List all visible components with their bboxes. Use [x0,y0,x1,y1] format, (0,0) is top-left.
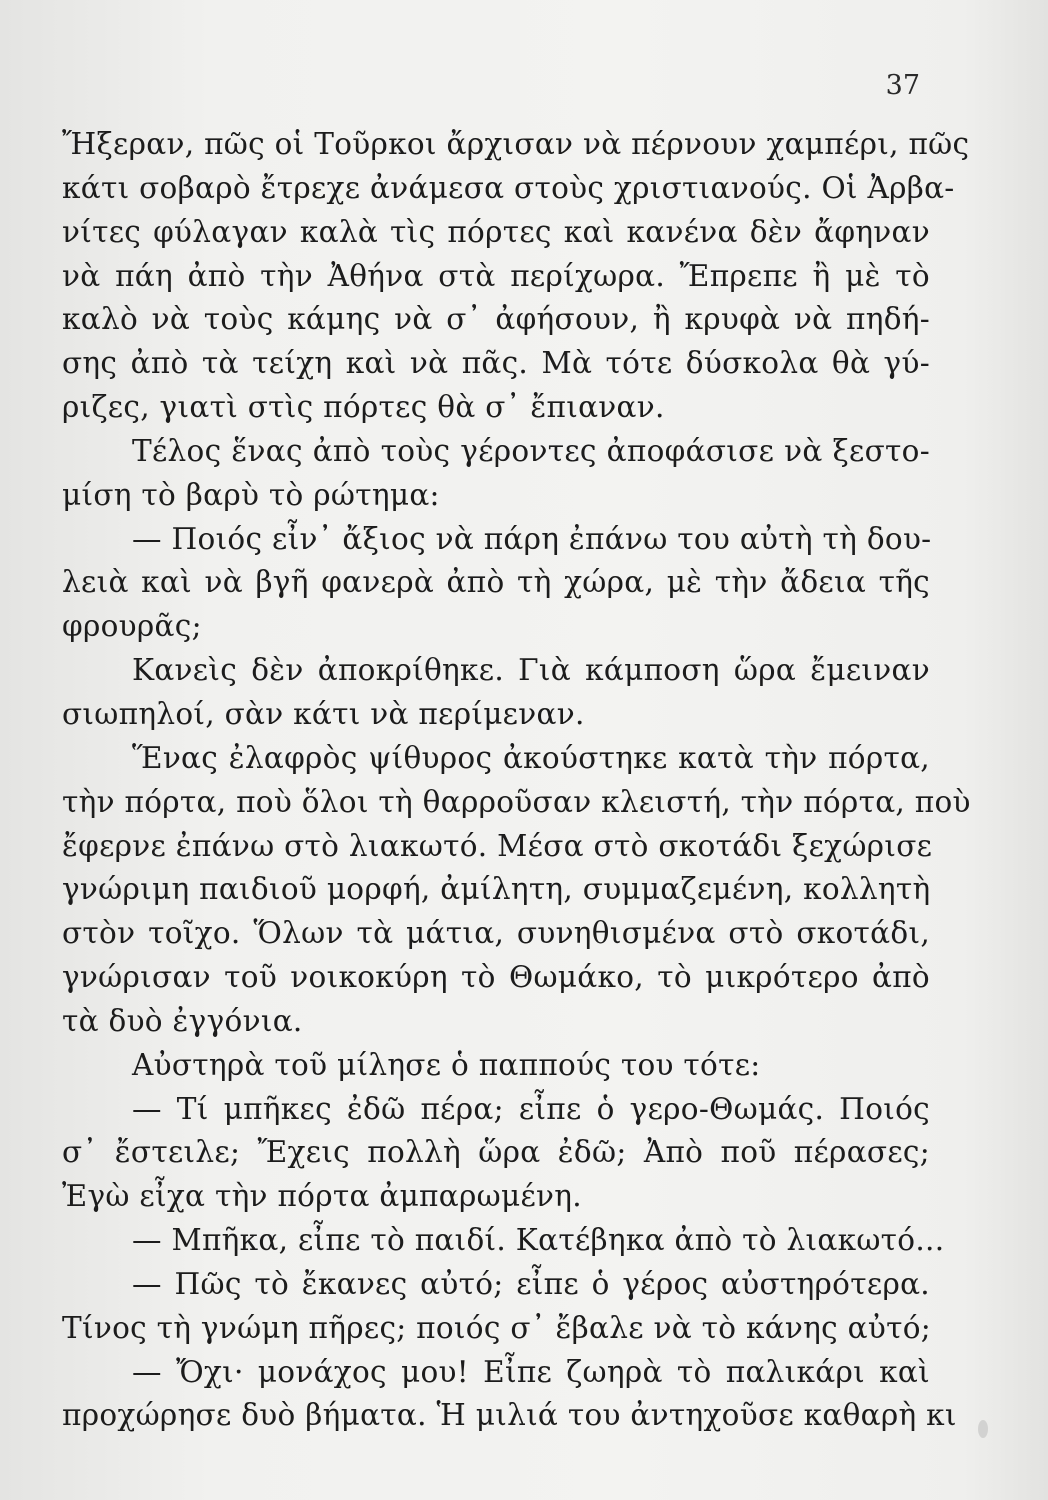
text-line: τὰ δυὸ ἐγγόνια. [62,1003,303,1038]
text-line: γνώριμη παιδιοῦ μορφή, ἀμίλητη, συμμαζεμένη, κολλητὴ [62,872,931,907]
text-line: γνώρισαν τοῦ νοικοκύρη τὸ Θωμάκο, τὸ μικρότερο ἀπὸ [62,960,930,995]
text-line: στὸν τοῖχο. Ὅλων τὰ μάτια, συνηθισμένα στὸ σκοτάδι, [62,916,930,951]
text-line: τὴν πόρτα, ποὺ ὅλοι τὴ θαρροῦσαν κλειστή, τὴν πόρτα, ποὺ [62,784,971,819]
text-line: Ἕνας ἐλαφρὸς ψίθυρος ἀκούστηκε κατὰ τὴν πόρτα, [132,740,930,775]
text-line: — Μπῆκα, εἶπε τὸ παιδί. Κατέβηκα ἀπὸ τὸ λιακωτό... [132,1223,945,1258]
text-line: καλὸ νὰ τοὺς κάμης νὰ σ᾽ ἀφήσουν, ἢ κρυφὰ νὰ πηδή- [62,302,930,337]
text-line: σης ἀπὸ τὰ τείχη καὶ νὰ πᾶς. Μὰ τότε δύσκολα θὰ γύ- [62,346,930,381]
text-line: Ἤξεραν, πῶς οἱ Τοῦρκοι ἄρχισαν νὰ πέρνουν χαμπέρι, πῶς [62,127,970,161]
text-line: ἔφερνε ἐπάνω στὸ λιακωτό. Μέσα στὸ σκοτάδι ξεχώρισε [62,828,933,863]
text-line: Ἐγὼ εἶχα τὴν πόρτα ἀμπαρωμένη. [62,1179,582,1214]
text-line: σιωπηλοί, σὰν κάτι νὰ περίμεναν. [62,696,585,731]
text-line: — Τί μπῆκες ἐδῶ πέρα; εἶπε ὁ γερο-Θωμάς. Ποιός [132,1091,930,1126]
text-line: προχώρησε δυὸ βήματα. Ἡ μιλιά του ἀντηχοῦσε καθαρὴ κι [62,1398,957,1433]
text-line: λειὰ καὶ νὰ βγῆ φανερὰ ἀπὸ τὴ χώρα, μὲ τὴν ἄδεια τῆς [62,565,930,600]
text-line: Αὐστηρὰ τοῦ μίλησε ὁ παππούς του τότε: [132,1047,761,1082]
text-line: μίση τὸ βαρὺ τὸ ρώτημα: [62,477,440,512]
text-line: νὰ πάη ἀπὸ τὴν Ἀθήνα στὰ περίχωρα. Ἔπρεπε ἢ μὲ τὸ [62,258,930,293]
text-line: — Ποιός εἶν᾽ ἄξιος νὰ πάρη ἐπάνω του αὐτὴ τὴ δου- [132,521,932,556]
text-line: κάτι σοβαρὸ ἔτρεχε ἀνάμεσα στοὺς χριστιανούς. Οἱ Ἀρβα- [62,170,955,205]
text-line: Τέλος ἕνας ἀπὸ τοὺς γέροντες ἀποφάσισε νὰ ξεστο- [132,433,930,468]
text-line: — Πῶς τὸ ἔκανες αὐτό; εἶπε ὁ γέρος αὐστηρότερα. [132,1266,930,1301]
text-line: Τίνος τὴ γνώμη πῆρες; ποιός σ᾽ ἔβαλε νὰ τὸ κάνης αὐτό; [62,1310,932,1345]
text-line: ριζες, γιατὶ στὶς πόρτες θὰ σ᾽ ἔπιαναν. [62,390,665,425]
text-line: Κανεὶς δὲν ἀποκρίθηκε. Γιὰ κάμποση ὥρα ἔμειναν [132,653,930,688]
text-line: σ᾽ ἔστειλε; Ἔχεις πολλὴ ὥρα ἐδῶ; Ἀπὸ ποῦ πέρασες; [62,1135,930,1170]
text-line: — Ὄχι· μονάχος μου! Εἶπε ζωηρὰ τὸ παλικάρι καὶ [132,1354,930,1389]
paper-stain [978,1420,988,1438]
page-number: 37 [885,70,920,101]
text-line: νίτες φύλαγαν καλὰ τὶς πόρτες καὶ κανένα δὲν ἄφηναν [62,214,930,249]
body-text [62,123,971,1438]
text-line: φρουρᾶς; [62,609,202,644]
